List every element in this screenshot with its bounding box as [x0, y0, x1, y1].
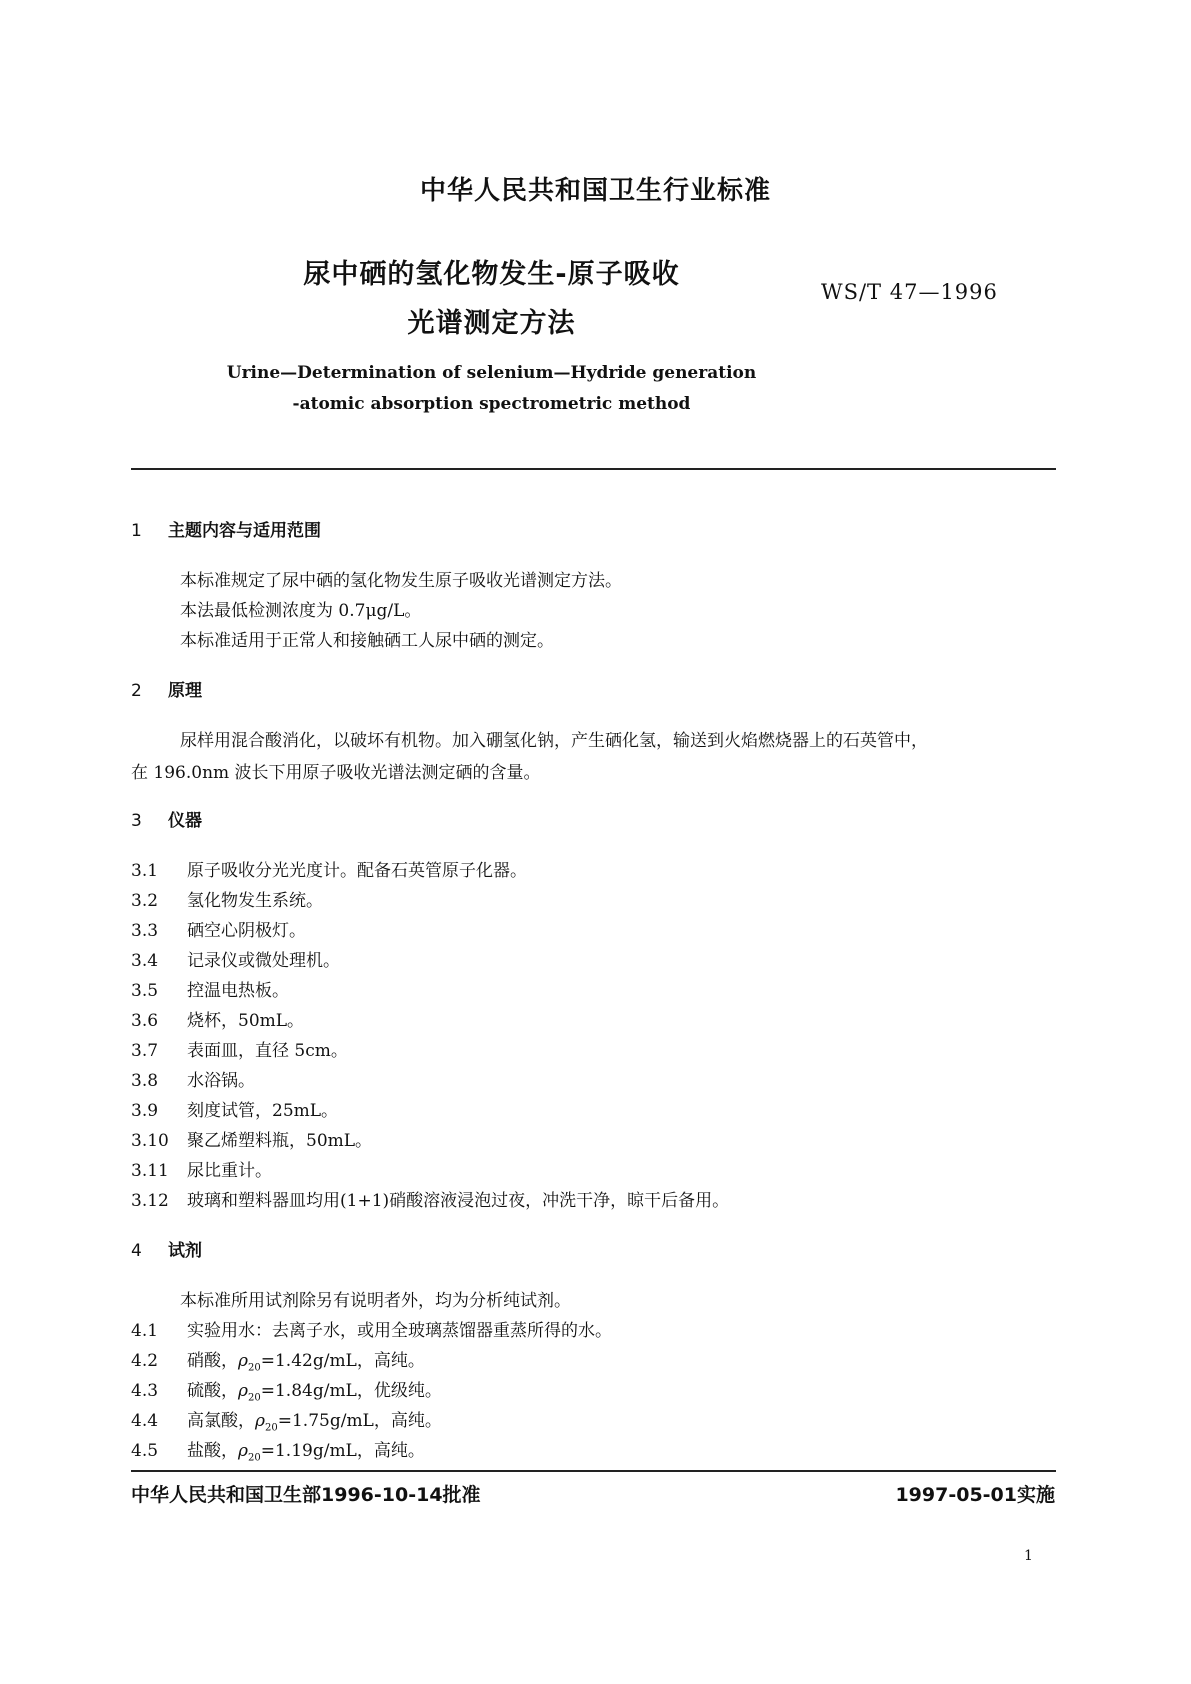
list-item — [131, 1036, 348, 1061]
section-heading-2 — [131, 676, 202, 701]
list-item — [131, 886, 323, 911]
implementation-date: 1997-05-01实施 — [895, 1484, 1055, 1506]
paragraph: 本标准所用试剂除另有说明者外，均为分析纯试剂。 — [180, 1291, 571, 1311]
reagent-spec: =1.19g/mL，高纯。 — [260, 1441, 425, 1461]
item-text: 表面皿，直径 5cm。 — [187, 1041, 348, 1061]
document-title-en-line1: Urine—Determination of selenium—Hydride generation — [226, 363, 757, 383]
item-text: 水浴锅。 — [187, 1071, 255, 1091]
section-title: 原理 — [168, 681, 202, 701]
list-item — [131, 1156, 272, 1181]
list-item — [131, 1186, 729, 1211]
item-text: 聚乙烯塑料瓶，50mL。 — [187, 1131, 373, 1151]
list-item — [131, 1096, 338, 1121]
item-number: 3.8 — [131, 1071, 159, 1091]
density-subscript: 20 — [248, 1452, 261, 1464]
item-number: 4.1 — [131, 1321, 159, 1341]
item-number: 3.3 — [131, 921, 159, 941]
item-number: 3.11 — [131, 1161, 169, 1181]
density-symbol: ρ — [238, 1381, 248, 1401]
section-number: 2 — [131, 681, 142, 701]
list-item — [131, 916, 306, 941]
reagent-spec: =1.84g/mL，优级纯。 — [260, 1381, 442, 1401]
item-text: 氢化物发生系统。 — [187, 891, 323, 911]
item-text: 实验用水：去离子水，或用全玻璃蒸馏器重蒸所得的水。 — [187, 1321, 612, 1341]
section-title: 主题内容与适用范围 — [168, 521, 321, 541]
section-number: 3 — [131, 811, 142, 831]
section-title: 试剂 — [168, 1241, 202, 1261]
density-subscript: 20 — [265, 1422, 278, 1434]
list-item — [131, 1066, 255, 1091]
density-symbol: ρ — [238, 1441, 248, 1461]
section-heading-4 — [131, 1236, 202, 1261]
item-number: 3.7 — [131, 1041, 159, 1061]
list-item — [131, 1006, 304, 1031]
standard-code: WS/T 47—1996 — [821, 280, 998, 304]
reagent-name: 硝酸， — [187, 1351, 238, 1371]
item-number: 3.2 — [131, 891, 159, 911]
item-text: 玻璃和塑料器皿均用(1+1)硝酸溶液浸泡过夜，冲洗干净，晾干后备用。 — [187, 1191, 730, 1211]
document-title-en-line2: -atomic absorption spectrometric method — [292, 394, 691, 414]
reagent-name: 盐酸， — [187, 1441, 238, 1461]
list-item — [131, 1436, 425, 1463]
item-text: 刻度试管，25mL。 — [187, 1101, 339, 1121]
footer-divider — [131, 1470, 1056, 1472]
reagent-spec: =1.42g/mL，高纯。 — [260, 1351, 425, 1371]
reagent-name: 硫酸， — [187, 1381, 238, 1401]
item-text: 硒空心阴极灯。 — [187, 921, 306, 941]
standard-title: 中华人民共和国卫生行业标准 — [419, 176, 771, 206]
list-item — [131, 1316, 612, 1341]
page-number: 1 — [1024, 1548, 1033, 1564]
section-heading-1 — [131, 516, 321, 541]
item-number: 4.4 — [131, 1411, 159, 1431]
header-divider — [131, 468, 1056, 470]
paragraph: 本标准规定了尿中硒的氢化物发生原子吸收光谱测定方法。 — [180, 571, 622, 591]
item-number: 4.3 — [131, 1381, 159, 1401]
paragraph: 本标准适用于正常人和接触硒工人尿中硒的测定。 — [180, 631, 554, 651]
paragraph: 在 196.0nm 波长下用原子吸收光谱法测定硒的含量。 — [131, 763, 541, 783]
list-item — [131, 1346, 425, 1373]
density-subscript: 20 — [248, 1392, 261, 1404]
reagent-spec: =1.75g/mL，高纯。 — [277, 1411, 442, 1431]
item-text: 烧杯，50mL。 — [187, 1011, 305, 1031]
density-symbol: ρ — [255, 1411, 265, 1431]
item-text: 记录仪或微处理机。 — [187, 951, 340, 971]
list-item — [131, 976, 289, 1001]
item-number: 4.2 — [131, 1351, 159, 1371]
item-number: 3.1 — [131, 861, 159, 881]
item-number: 3.5 — [131, 981, 159, 1001]
list-item — [131, 1126, 372, 1151]
item-number: 3.6 — [131, 1011, 159, 1031]
item-number: 3.10 — [131, 1131, 169, 1151]
item-number: 3.12 — [131, 1191, 169, 1211]
section-heading-3 — [131, 806, 202, 831]
list-item — [131, 946, 340, 971]
item-number: 3.4 — [131, 951, 159, 971]
density-subscript: 20 — [248, 1362, 261, 1374]
approval-statement: 中华人民共和国卫生部1996-10-14批准 — [131, 1484, 481, 1506]
document-title-cn-line1: 尿中硒的氢化物发生-原子吸收 — [303, 259, 680, 290]
item-number: 3.9 — [131, 1101, 159, 1121]
paragraph: 本法最低检测浓度为 0.7μg/L。 — [180, 601, 422, 621]
paragraph: 尿样用混合酸消化，以破坏有机物。加入硼氢化钠，产生硒化氢，输送到火焰燃烧器上的石英管中， — [180, 731, 928, 751]
item-text: 控温电热板。 — [187, 981, 289, 1001]
section-number: 1 — [131, 521, 142, 541]
item-text: 原子吸收分光光度计。配备石英管原子化器。 — [187, 861, 527, 881]
document-title-cn-line2: 光谱测定方法 — [407, 308, 576, 339]
item-number: 4.5 — [131, 1441, 159, 1461]
section-title: 仪器 — [168, 811, 202, 831]
list-item — [131, 1376, 442, 1403]
section-number: 4 — [131, 1241, 142, 1261]
density-symbol: ρ — [238, 1351, 248, 1371]
list-item — [131, 856, 527, 881]
item-text: 尿比重计。 — [187, 1161, 272, 1181]
list-item — [131, 1406, 442, 1433]
reagent-name: 高氯酸， — [187, 1411, 255, 1431]
